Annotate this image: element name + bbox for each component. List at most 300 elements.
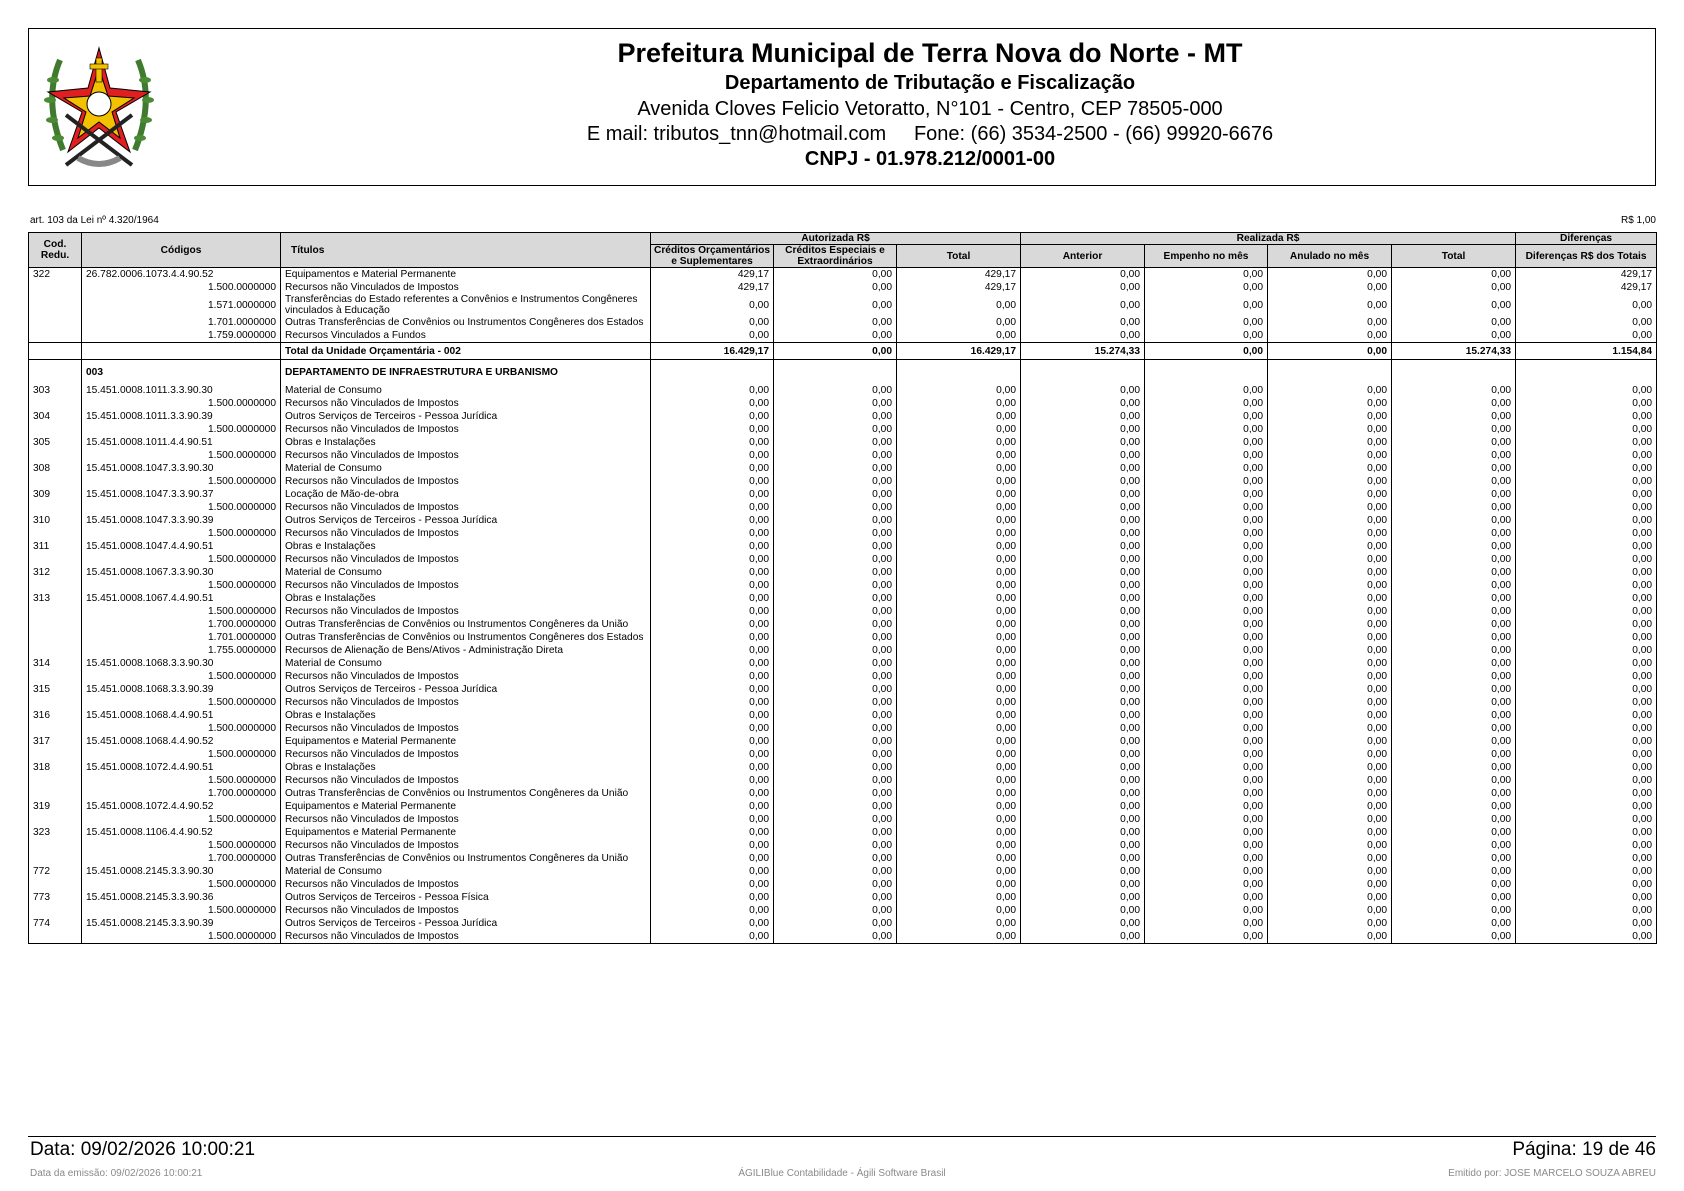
col-titulos: Títulos <box>281 233 651 268</box>
table-row <box>29 410 1657 423</box>
cell-cod <box>29 360 82 385</box>
cell-diferenca: 0,00 <box>1516 761 1657 774</box>
cell-total-real: 0,00 <box>1392 878 1516 891</box>
cell-diferenca: 0,00 <box>1516 397 1657 410</box>
cell-creditos-orc: 0,00 <box>651 696 774 709</box>
cell-anulado: 0,00 <box>1268 514 1392 527</box>
cell-creditos-orc: 0,00 <box>651 605 774 618</box>
cell-cod <box>29 397 82 410</box>
cell-creditos-esp: 0,00 <box>774 343 897 360</box>
table-row <box>29 579 1657 592</box>
table-row <box>29 839 1657 852</box>
table-row <box>29 268 1657 282</box>
cell-empenho: 0,00 <box>1145 839 1268 852</box>
table-row <box>29 605 1657 618</box>
cell-creditos-orc: 0,00 <box>651 891 774 904</box>
cell-codigo: 1.500.0000000 <box>82 281 281 294</box>
table-row <box>29 343 1657 360</box>
col-creditos-orcamentarios: Créditos Orçamentários e Suplementares <box>651 245 774 268</box>
cell-codigo: 1.500.0000000 <box>82 696 281 709</box>
emission-date: Data da emissão: 09/02/2026 10:00:21 <box>30 1168 203 1179</box>
cell-cod: 304 <box>29 410 82 423</box>
cell-titulo: Recursos Vinculados a Fundos <box>281 329 651 343</box>
cell-creditos-orc: 0,00 <box>651 618 774 631</box>
cell-total-real: 0,00 <box>1392 891 1516 904</box>
cell-cod: 319 <box>29 800 82 813</box>
cell-diferenca: 0,00 <box>1516 618 1657 631</box>
cell-creditos-esp: 0,00 <box>774 891 897 904</box>
cell-anulado: 0,00 <box>1268 826 1392 839</box>
cell-creditos-orc: 0,00 <box>651 631 774 644</box>
cell-total-real: 0,00 <box>1392 722 1516 735</box>
cell-anterior: 0,00 <box>1021 475 1145 488</box>
cell-total-aut: 0,00 <box>897 540 1021 553</box>
cell-empenho: 0,00 <box>1145 436 1268 449</box>
cell-cod <box>29 605 82 618</box>
cell-titulo: Material de Consumo <box>281 657 651 670</box>
cell-codigo: 1.500.0000000 <box>82 449 281 462</box>
cell-anterior: 0,00 <box>1021 618 1145 631</box>
cell-anulado: 0,00 <box>1268 657 1392 670</box>
cell-empenho: 0,00 <box>1145 397 1268 410</box>
cell-total-aut: 0,00 <box>897 462 1021 475</box>
cell-codigo: 15.451.0008.1072.4.4.90.52 <box>82 800 281 813</box>
cell-anulado: 0,00 <box>1268 268 1392 282</box>
cell-anterior: 0,00 <box>1021 696 1145 709</box>
table-row <box>29 462 1657 475</box>
cell-titulo: Recursos não Vinculados de Impostos <box>281 670 651 683</box>
cell-anterior: 0,00 <box>1021 329 1145 343</box>
cell-empenho: 0,00 <box>1145 670 1268 683</box>
cell-total-real: 0,00 <box>1392 709 1516 722</box>
cell-cod <box>29 329 82 343</box>
cell-codigo: 1.571.0000000 <box>82 294 281 316</box>
table-row <box>29 514 1657 527</box>
cell-codigo: 1.500.0000000 <box>82 423 281 436</box>
cell-total-real: 0,00 <box>1392 826 1516 839</box>
cell-empenho: 0,00 <box>1145 449 1268 462</box>
cell-cod: 308 <box>29 462 82 475</box>
cell-creditos-orc: 0,00 <box>651 683 774 696</box>
cell-creditos-esp: 0,00 <box>774 475 897 488</box>
cell-empenho: 0,00 <box>1145 644 1268 657</box>
cell-codigo: 1.700.0000000 <box>82 852 281 865</box>
cell-diferenca: 0,00 <box>1516 878 1657 891</box>
cell-total-aut: 0,00 <box>897 865 1021 878</box>
cell-cod <box>29 787 82 800</box>
cell-diferenca: 0,00 <box>1516 735 1657 748</box>
cell-anterior: 0,00 <box>1021 631 1145 644</box>
cell-codigo <box>82 343 281 360</box>
cell-anulado: 0,00 <box>1268 748 1392 761</box>
cell-titulo: Equipamentos e Material Permanente <box>281 735 651 748</box>
table-row <box>29 475 1657 488</box>
cell-total-aut: 0,00 <box>897 709 1021 722</box>
cell-anterior: 0,00 <box>1021 410 1145 423</box>
cell-codigo: 1.500.0000000 <box>82 748 281 761</box>
cell-codigo: 15.451.0008.1011.3.3.90.39 <box>82 410 281 423</box>
cell-titulo: Obras e Instalações <box>281 436 651 449</box>
cell-empenho: 0,00 <box>1145 410 1268 423</box>
table-row <box>29 294 1657 316</box>
cell-total-real: 0,00 <box>1392 592 1516 605</box>
cell-total-real: 0,00 <box>1392 631 1516 644</box>
cell-empenho: 0,00 <box>1145 475 1268 488</box>
table-row <box>29 657 1657 670</box>
cell-anulado: 0,00 <box>1268 281 1392 294</box>
table-row <box>29 423 1657 436</box>
cell-creditos-orc: 0,00 <box>651 553 774 566</box>
cell-cod: 303 <box>29 384 82 397</box>
cell-codigo: 15.451.0008.1047.3.3.90.37 <box>82 488 281 501</box>
cell-creditos-esp: 0,00 <box>774 748 897 761</box>
cell-anulado: 0,00 <box>1268 553 1392 566</box>
cell-total-aut: 429,17 <box>897 281 1021 294</box>
cell-total-aut: 0,00 <box>897 592 1021 605</box>
cell-creditos-esp: 0,00 <box>774 462 897 475</box>
cell-total-real: 15.274,33 <box>1392 343 1516 360</box>
cell-cod <box>29 449 82 462</box>
cell-diferenca: 0,00 <box>1516 501 1657 514</box>
cell-codigo: 1.500.0000000 <box>82 397 281 410</box>
table-row <box>29 709 1657 722</box>
cell-creditos-esp: 0,00 <box>774 384 897 397</box>
cell-anterior: 0,00 <box>1021 462 1145 475</box>
cell-creditos-esp: 0,00 <box>774 605 897 618</box>
cell-creditos-esp <box>774 360 897 385</box>
cell-empenho: 0,00 <box>1145 878 1268 891</box>
cell-cod <box>29 878 82 891</box>
cell-total-real: 0,00 <box>1392 696 1516 709</box>
cell-empenho: 0,00 <box>1145 657 1268 670</box>
cell-anterior: 0,00 <box>1021 683 1145 696</box>
cell-creditos-orc: 0,00 <box>651 657 774 670</box>
cell-creditos-esp: 0,00 <box>774 488 897 501</box>
cell-cod <box>29 423 82 436</box>
cell-total-real: 0,00 <box>1392 566 1516 579</box>
cell-anulado <box>1268 360 1392 385</box>
cell-creditos-orc: 0,00 <box>651 904 774 917</box>
cell-anulado: 0,00 <box>1268 683 1392 696</box>
cell-anulado: 0,00 <box>1268 800 1392 813</box>
cell-anulado: 0,00 <box>1268 917 1392 930</box>
cell-creditos-esp: 0,00 <box>774 839 897 852</box>
address: Avenida Cloves Felicio Vetoratto, N°101 - Centro, CEP 78505-000 <box>637 98 1223 120</box>
table-row <box>29 930 1657 944</box>
cell-total-aut: 0,00 <box>897 787 1021 800</box>
cell-cod <box>29 722 82 735</box>
cell-cod <box>29 774 82 787</box>
cell-total-real: 0,00 <box>1392 748 1516 761</box>
cell-total-aut: 0,00 <box>897 436 1021 449</box>
cell-total-real: 0,00 <box>1392 410 1516 423</box>
cell-total-aut: 0,00 <box>897 813 1021 826</box>
cell-titulo: Outras Transferências de Convênios ou Instrumentos Congêneres da União <box>281 618 651 631</box>
cell-cod <box>29 316 82 329</box>
table-row <box>29 696 1657 709</box>
cell-creditos-esp: 0,00 <box>774 618 897 631</box>
cell-total-real: 0,00 <box>1392 294 1516 316</box>
cell-codigo: 1.759.0000000 <box>82 329 281 343</box>
cell-cod <box>29 670 82 683</box>
cell-anulado: 0,00 <box>1268 316 1392 329</box>
table-row <box>29 436 1657 449</box>
cell-creditos-orc: 0,00 <box>651 449 774 462</box>
cell-empenho: 0,00 <box>1145 527 1268 540</box>
cell-anulado: 0,00 <box>1268 670 1392 683</box>
cell-empenho: 0,00 <box>1145 631 1268 644</box>
cell-anulado: 0,00 <box>1268 592 1392 605</box>
cell-creditos-esp: 0,00 <box>774 722 897 735</box>
cell-empenho: 0,00 <box>1145 579 1268 592</box>
cell-empenho: 0,00 <box>1145 423 1268 436</box>
cell-total-aut: 0,00 <box>897 566 1021 579</box>
cell-creditos-esp: 0,00 <box>774 514 897 527</box>
cell-cod: 311 <box>29 540 82 553</box>
cell-empenho: 0,00 <box>1145 294 1268 316</box>
cell-cod <box>29 852 82 865</box>
cell-creditos-orc: 0,00 <box>651 774 774 787</box>
cell-creditos-esp: 0,00 <box>774 683 897 696</box>
cell-total-aut: 429,17 <box>897 268 1021 282</box>
cell-total-aut: 0,00 <box>897 631 1021 644</box>
cell-diferenca <box>1516 360 1657 385</box>
cell-total-real: 0,00 <box>1392 761 1516 774</box>
cell-creditos-esp: 0,00 <box>774 566 897 579</box>
cell-creditos-esp: 0,00 <box>774 878 897 891</box>
cell-total-real: 0,00 <box>1392 644 1516 657</box>
cell-total-real: 0,00 <box>1392 852 1516 865</box>
cell-creditos-orc: 0,00 <box>651 878 774 891</box>
cell-codigo: 15.451.0008.1106.4.4.90.52 <box>82 826 281 839</box>
col-creditos-especiais: Créditos Especiais e Extraordinários <box>774 245 897 268</box>
cell-anterior: 0,00 <box>1021 774 1145 787</box>
cell-anulado: 0,00 <box>1268 696 1392 709</box>
cell-anterior: 0,00 <box>1021 748 1145 761</box>
cell-total-aut: 0,00 <box>897 488 1021 501</box>
cell-diferenca: 0,00 <box>1516 553 1657 566</box>
cell-total-real: 0,00 <box>1392 268 1516 282</box>
cell-anterior: 0,00 <box>1021 826 1145 839</box>
cell-cod: 323 <box>29 826 82 839</box>
cell-total-real: 0,00 <box>1392 787 1516 800</box>
col-cod: Cod. Redu. <box>29 233 82 268</box>
cell-empenho: 0,00 <box>1145 343 1268 360</box>
cell-total-real: 0,00 <box>1392 397 1516 410</box>
table-row <box>29 501 1657 514</box>
col-total-realizada: Total <box>1392 245 1516 268</box>
cell-creditos-esp: 0,00 <box>774 670 897 683</box>
cell-empenho: 0,00 <box>1145 852 1268 865</box>
table-row <box>29 553 1657 566</box>
cell-anterior: 0,00 <box>1021 878 1145 891</box>
municipal-coat-of-arms-icon <box>38 40 160 180</box>
cell-creditos-orc: 0,00 <box>651 865 774 878</box>
cell-codigo: 1.500.0000000 <box>82 839 281 852</box>
cell-total-aut: 0,00 <box>897 735 1021 748</box>
cell-creditos-esp: 0,00 <box>774 657 897 670</box>
cell-creditos-esp: 0,00 <box>774 800 897 813</box>
cell-diferenca: 0,00 <box>1516 436 1657 449</box>
cell-creditos-orc: 0,00 <box>651 761 774 774</box>
page-number: Página: 19 de 46 <box>1512 1139 1656 1160</box>
cell-total-aut: 0,00 <box>897 410 1021 423</box>
cell-anterior: 0,00 <box>1021 384 1145 397</box>
cell-empenho: 0,00 <box>1145 774 1268 787</box>
cell-diferenca: 0,00 <box>1516 449 1657 462</box>
table-row <box>29 826 1657 839</box>
cell-empenho: 0,00 <box>1145 813 1268 826</box>
table-row <box>29 813 1657 826</box>
cell-empenho: 0,00 <box>1145 904 1268 917</box>
department-name: Departamento de Tributação e Fiscalização <box>724 72 1136 94</box>
cell-total-aut: 0,00 <box>897 501 1021 514</box>
cell-codigo: 1.500.0000000 <box>82 605 281 618</box>
cell-codigo: 15.451.0008.2145.3.3.90.39 <box>82 917 281 930</box>
cell-anterior: 0,00 <box>1021 917 1145 930</box>
cell-anterior: 0,00 <box>1021 722 1145 735</box>
cell-titulo: Material de Consumo <box>281 462 651 475</box>
cell-cod <box>29 343 82 360</box>
cell-anterior: 0,00 <box>1021 488 1145 501</box>
cell-titulo: Total da Unidade Orçamentária - 002 <box>281 343 651 360</box>
cell-titulo: Recursos não Vinculados de Impostos <box>281 397 651 410</box>
cell-diferenca: 0,00 <box>1516 462 1657 475</box>
cell-codigo: 1.500.0000000 <box>82 527 281 540</box>
cell-creditos-esp: 0,00 <box>774 709 897 722</box>
cell-diferenca: 0,00 <box>1516 891 1657 904</box>
cell-diferenca: 0,00 <box>1516 839 1657 852</box>
cell-creditos-orc: 0,00 <box>651 592 774 605</box>
cell-codigo: 15.451.0008.1067.4.4.90.51 <box>82 592 281 605</box>
cell-diferenca: 0,00 <box>1516 657 1657 670</box>
cell-total-real: 0,00 <box>1392 605 1516 618</box>
cell-anulado: 0,00 <box>1268 644 1392 657</box>
cell-creditos-esp: 0,00 <box>774 930 897 944</box>
cell-codigo: 003 <box>82 360 281 385</box>
cell-anterior: 0,00 <box>1021 605 1145 618</box>
cell-total-aut: 0,00 <box>897 917 1021 930</box>
cell-diferenca: 0,00 <box>1516 488 1657 501</box>
cell-titulo: Recursos não Vinculados de Impostos <box>281 605 651 618</box>
cell-anterior: 0,00 <box>1021 527 1145 540</box>
cell-titulo: Recursos de Alienação de Bens/Ativos - Administração Direta <box>281 644 651 657</box>
cell-creditos-orc: 0,00 <box>651 670 774 683</box>
cell-titulo: Recursos não Vinculados de Impostos <box>281 475 651 488</box>
cell-total-real <box>1392 360 1516 385</box>
cell-empenho: 0,00 <box>1145 709 1268 722</box>
cell-anterior: 0,00 <box>1021 865 1145 878</box>
cell-total-aut: 0,00 <box>897 553 1021 566</box>
cell-titulo: Outras Transferências de Convênios ou Instrumentos Congêneres da União <box>281 852 651 865</box>
cell-codigo: 1.500.0000000 <box>82 904 281 917</box>
cell-anterior: 0,00 <box>1021 839 1145 852</box>
cell-cod <box>29 696 82 709</box>
cell-anterior: 0,00 <box>1021 566 1145 579</box>
cell-anulado: 0,00 <box>1268 566 1392 579</box>
cell-creditos-orc: 0,00 <box>651 527 774 540</box>
cell-empenho: 0,00 <box>1145 618 1268 631</box>
cell-total-real: 0,00 <box>1392 657 1516 670</box>
cell-anulado: 0,00 <box>1268 839 1392 852</box>
cell-titulo: Material de Consumo <box>281 566 651 579</box>
cell-cod <box>29 618 82 631</box>
cell-creditos-esp: 0,00 <box>774 316 897 329</box>
cell-creditos-esp: 0,00 <box>774 397 897 410</box>
cell-anulado: 0,00 <box>1268 294 1392 316</box>
cell-creditos-esp: 0,00 <box>774 553 897 566</box>
table-row <box>29 670 1657 683</box>
cell-codigo: 1.500.0000000 <box>82 670 281 683</box>
cell-cod <box>29 475 82 488</box>
cell-total-aut: 0,00 <box>897 316 1021 329</box>
cell-diferenca: 0,00 <box>1516 774 1657 787</box>
table-row <box>29 592 1657 605</box>
cell-anulado: 0,00 <box>1268 813 1392 826</box>
cell-titulo: Equipamentos e Material Permanente <box>281 800 651 813</box>
table-row <box>29 722 1657 735</box>
cell-total-real: 0,00 <box>1392 384 1516 397</box>
cell-creditos-orc: 0,00 <box>651 748 774 761</box>
table-row <box>29 449 1657 462</box>
cell-creditos-orc: 0,00 <box>651 462 774 475</box>
cell-cod <box>29 839 82 852</box>
cell-titulo: Obras e Instalações <box>281 592 651 605</box>
cell-cod: 313 <box>29 592 82 605</box>
law-reference: art. 103 da Lei nº 4.320/1964 <box>30 215 159 226</box>
cell-cod <box>29 930 82 944</box>
col-diferenca: Diferenças R$ dos Totais <box>1516 245 1657 268</box>
cell-titulo: Recursos não Vinculados de Impostos <box>281 449 651 462</box>
cell-total-real: 0,00 <box>1392 316 1516 329</box>
cell-creditos-orc: 0,00 <box>651 917 774 930</box>
cell-codigo: 1.500.0000000 <box>82 930 281 944</box>
cell-empenho: 0,00 <box>1145 891 1268 904</box>
cell-anterior: 0,00 <box>1021 423 1145 436</box>
cell-cod <box>29 904 82 917</box>
cell-creditos-orc: 429,17 <box>651 281 774 294</box>
cell-cod: 310 <box>29 514 82 527</box>
cell-cod: 317 <box>29 735 82 748</box>
cell-anterior: 0,00 <box>1021 294 1145 316</box>
cell-empenho: 0,00 <box>1145 917 1268 930</box>
cell-creditos-orc: 0,00 <box>651 644 774 657</box>
cell-creditos-orc: 0,00 <box>651 787 774 800</box>
cell-total-aut: 16.429,17 <box>897 343 1021 360</box>
cell-empenho: 0,00 <box>1145 316 1268 329</box>
cell-anulado: 0,00 <box>1268 787 1392 800</box>
cell-anterior: 0,00 <box>1021 449 1145 462</box>
cell-total-aut: 0,00 <box>897 294 1021 316</box>
cell-creditos-orc: 0,00 <box>651 852 774 865</box>
cell-anterior: 0,00 <box>1021 657 1145 670</box>
cell-cod: 773 <box>29 891 82 904</box>
cell-creditos-esp: 0,00 <box>774 865 897 878</box>
cell-titulo: Outros Serviços de Terceiros - Pessoa Jurídica <box>281 683 651 696</box>
table-row <box>29 281 1657 294</box>
cell-codigo: 15.451.0008.1067.3.3.90.30 <box>82 566 281 579</box>
cell-anterior: 0,00 <box>1021 930 1145 944</box>
table-row <box>29 852 1657 865</box>
cell-diferenca: 0,00 <box>1516 540 1657 553</box>
cell-codigo: 1.700.0000000 <box>82 787 281 800</box>
cell-empenho: 0,00 <box>1145 566 1268 579</box>
cell-total-aut: 0,00 <box>897 514 1021 527</box>
cell-cod: 316 <box>29 709 82 722</box>
cell-empenho: 0,00 <box>1145 826 1268 839</box>
cell-creditos-orc: 0,00 <box>651 514 774 527</box>
cell-total-real: 0,00 <box>1392 865 1516 878</box>
